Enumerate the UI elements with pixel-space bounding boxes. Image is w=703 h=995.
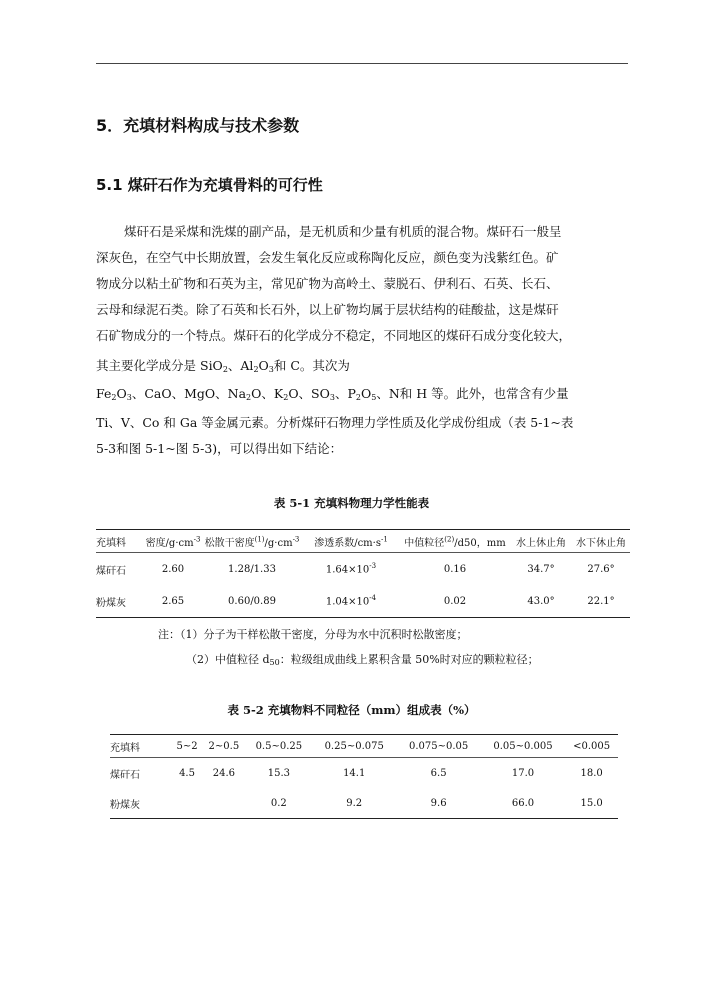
formula-sio2: SiO$_2$、$Al_2O_3$: [200, 358, 274, 374]
paragraph-line: 物成分以粘土矿物和石英为主，常见矿物为高岭土、蒙脱石、伊利石、石英、长石、: [96, 276, 559, 291]
cell: 2.60: [161, 563, 185, 575]
cell: 4.5: [179, 767, 195, 779]
column-header: 0.5~0.25: [246, 735, 312, 758]
column-header: 充填料: [110, 735, 172, 758]
cell: [202, 788, 246, 819]
cell: 9.6: [430, 797, 447, 809]
table-row: [96, 585, 630, 618]
cell: 粉煤灰: [110, 799, 140, 811]
table-row: [96, 553, 630, 586]
column-header: 中值粒径$^{(2)}$/d50，mm: [400, 530, 510, 553]
cell: 18.0: [580, 767, 603, 779]
column-header: 5~2: [172, 735, 202, 758]
cell: 0.60/0.89: [228, 595, 276, 607]
paragraph-line: Ti、V、Co 和 Ga 等金属元素。分析煤矸石物理力学性质及化学成份组成（表 5-1~表: [96, 415, 574, 430]
cell: $1.04\times 10^{-4}$: [325, 594, 377, 608]
paragraph-line: 5-3和图 5-1~图 5-3)，可以得出如下结论：: [96, 441, 343, 456]
table-header-row: [110, 735, 618, 758]
column-header: 松散干密度$^{(1)}/g\cdot cm^{-3}$: [202, 530, 302, 553]
table1: [96, 529, 630, 618]
paragraph-line: [96, 384, 569, 402]
column-header: 充填料: [96, 530, 144, 553]
column-header: 密度$/g\cdot cm^{-3}$: [144, 530, 202, 553]
cell: 66.0: [511, 797, 535, 809]
paragraph-line: 云母和绿泥石类。除了石英和长石外，以上矿物均属于层状结构的硅酸盐，这是煤矸: [96, 302, 559, 317]
paragraph-text: 其主要化学成分是: [96, 358, 197, 373]
cell: 9.2: [346, 797, 363, 809]
table-row: [110, 758, 618, 789]
cell: 15.3: [267, 767, 290, 779]
column-header: <0.005: [565, 735, 618, 758]
cell: 煤矸石: [96, 565, 126, 577]
table2-caption: 表 5-2 充填物料不同粒径（mm）组成表（%）: [227, 703, 476, 717]
table-header-row: [96, 530, 630, 553]
subsection-heading: 5.1 煤矸石作为充填骨料的可行性: [96, 176, 323, 194]
table2: [110, 734, 618, 819]
paragraph-text: 和 C。其次为: [273, 358, 350, 373]
cell: 1.28/1.33: [228, 563, 276, 575]
paragraph-line: [96, 356, 350, 374]
cell: 15.0: [580, 797, 603, 809]
table1-note-2: （2）中值粒径 $d_{50}$：粒级组成曲线上累积含量 50%时对应的颗粒粒径；: [186, 653, 539, 667]
column-header: 0.25~0.075: [312, 735, 396, 758]
cell: 22.1°: [587, 595, 615, 607]
paragraph-line: 煤矸石是采煤和洗煤的副产品，是无机质和少量有机质的混合物。煤矸石一般呈: [124, 224, 562, 239]
cell: 14.1: [343, 767, 366, 779]
cell: 0.2: [270, 797, 287, 809]
cell: 0.16: [443, 563, 467, 575]
column-header: 水上休止角: [510, 530, 572, 553]
column-header: 0.05~0.005: [481, 735, 565, 758]
table1-caption: 表 5-1 充填料物理力学性能表: [273, 496, 430, 510]
cell: 17.0: [511, 767, 535, 779]
paragraph-text: 、N和 H 等。此外，也常含有少量: [376, 386, 569, 401]
table1-note-1: 注：（1）分子为干样松散干密度，分母为水中沉积时松散密度；: [158, 628, 468, 641]
cell: $1.64\times 10^{-3}$: [325, 562, 377, 576]
table-row: [110, 788, 618, 819]
cell: 34.7°: [527, 563, 555, 575]
column-header: 2~0.5: [202, 735, 246, 758]
column-header: 水下休止角: [572, 530, 630, 553]
cell: 6.5: [430, 767, 447, 779]
section-heading: 5．充填材料构成与技术参数: [96, 116, 300, 135]
cell: 煤矸石: [110, 769, 140, 781]
cell: 0.02: [443, 595, 467, 607]
cell: 24.6: [212, 767, 235, 779]
column-header: 渗透系数$/cm\cdot s^{-1}$: [302, 530, 400, 553]
paragraph-line: 石矿物成分的一个特点。煤矸石的化学成分不稳定，不同地区的煤矸石成分变化较大，: [96, 328, 572, 343]
cell: 27.6°: [587, 563, 615, 575]
formula-oxides: $Fe_2O_3$、CaO、MgO、$Na_2O$、$K_2O$、$SO_3$、$P_2O_5$: [96, 386, 377, 402]
header-rule: [96, 63, 628, 64]
paragraph-line: 深灰色，在空气中长期放置，会发生氧化反应或称陶化反应，颜色变为浅紫红色。矿: [96, 250, 559, 265]
cell: 43.0°: [527, 595, 555, 607]
cell: 粉煤灰: [96, 597, 126, 609]
cell: [172, 788, 202, 819]
cell: 2.65: [161, 595, 185, 607]
column-header: 0.075~0.05: [396, 735, 480, 758]
